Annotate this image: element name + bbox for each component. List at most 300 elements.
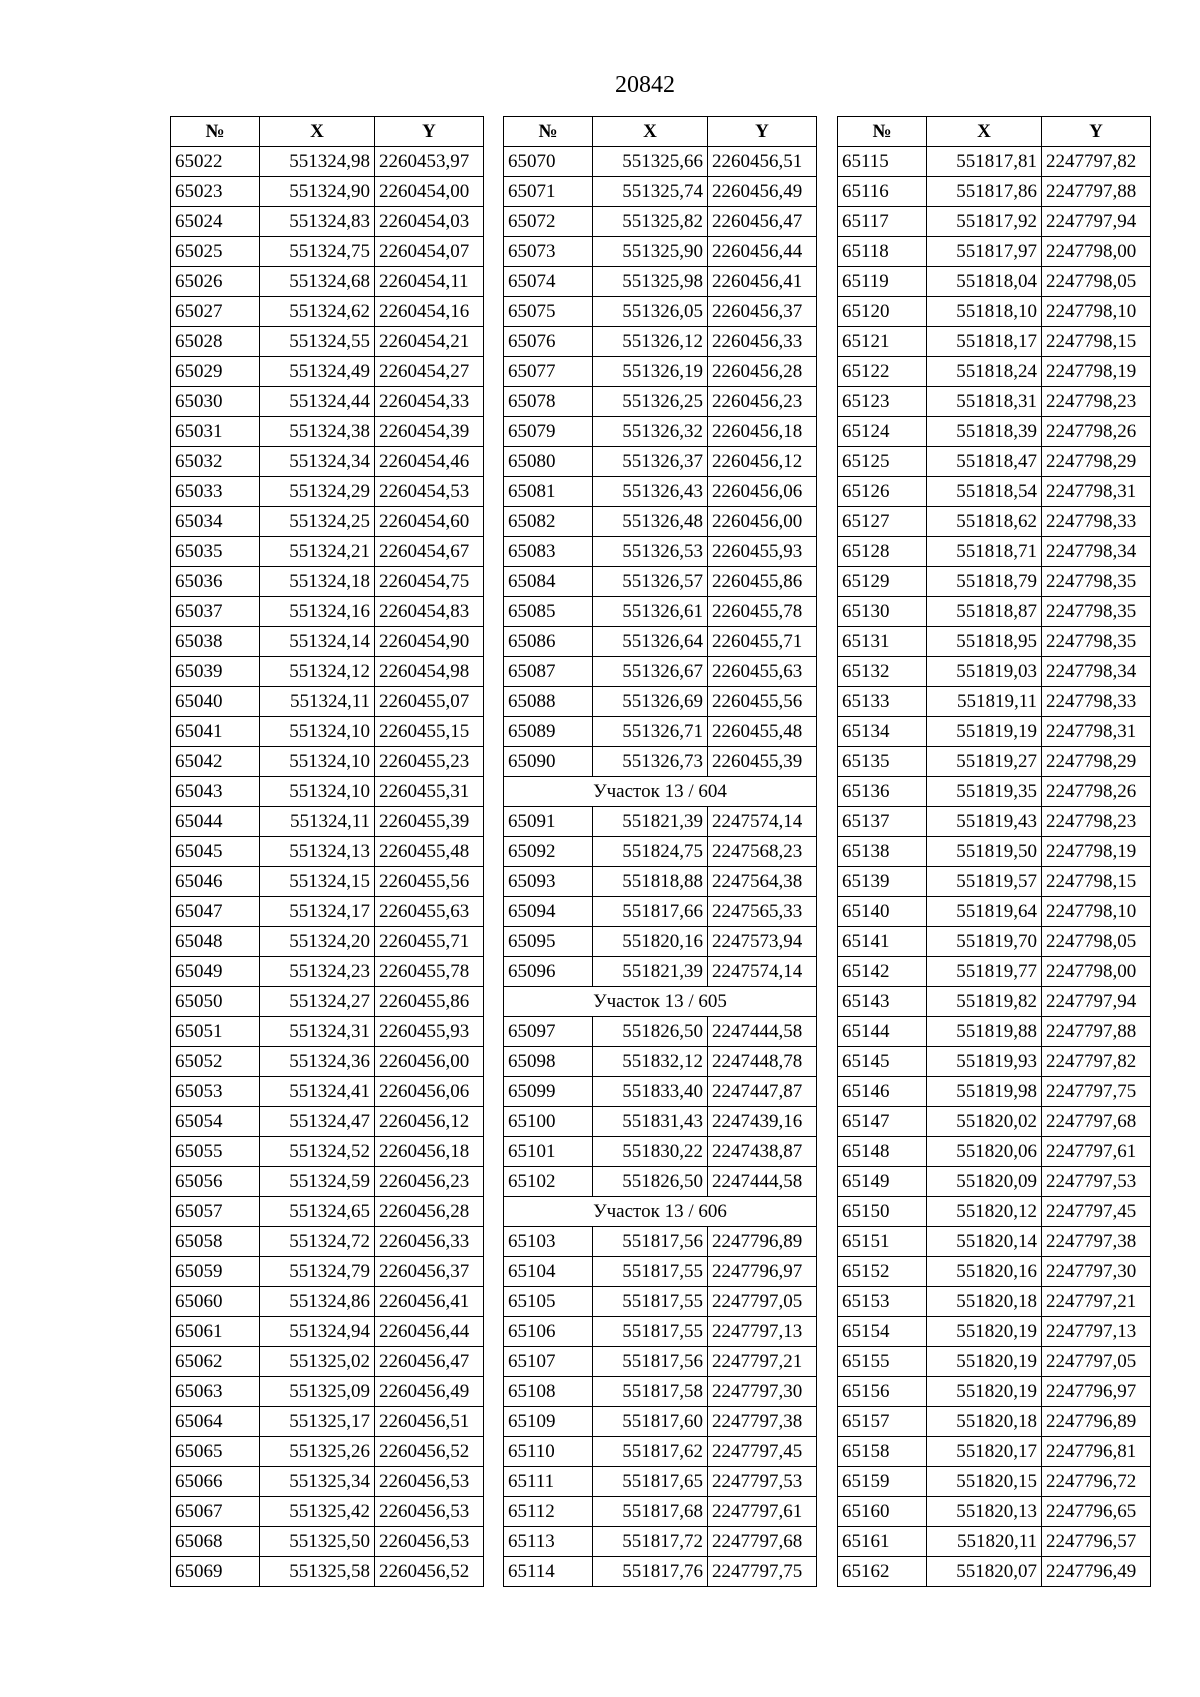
table-row (504, 417, 817, 447)
y-coordinate-cell: 2247797,94 (1042, 987, 1151, 1017)
point-number-cell: 65148 (838, 1137, 927, 1167)
x-coordinate-cell: 551818,47 (927, 447, 1042, 477)
x-coordinate-cell: 551326,73 (593, 747, 708, 777)
point-number-cell: 65096 (504, 957, 593, 987)
y-coordinate-cell: 2260454,53 (375, 477, 484, 507)
header-y: Y (708, 117, 817, 147)
x-coordinate-cell: 551324,11 (260, 687, 375, 717)
table-row (838, 1047, 1151, 1077)
x-coordinate-cell: 551324,23 (260, 957, 375, 987)
point-number-cell: 65123 (838, 387, 927, 417)
point-number-cell: 65030 (171, 387, 260, 417)
table-row (171, 1047, 484, 1077)
table-row (171, 537, 484, 567)
point-number-cell: 65156 (838, 1377, 927, 1407)
x-coordinate-cell: 551820,07 (927, 1557, 1042, 1587)
y-coordinate-cell: 2247797,82 (1042, 147, 1151, 177)
point-number-cell: 65121 (838, 327, 927, 357)
y-coordinate-cell: 2247798,00 (1042, 237, 1151, 267)
y-coordinate-cell: 2260454,98 (375, 657, 484, 687)
point-number-cell: 65153 (838, 1287, 927, 1317)
y-coordinate-cell: 2260454,07 (375, 237, 484, 267)
y-coordinate-cell: 2247798,19 (1042, 357, 1151, 387)
table-row (838, 1227, 1151, 1257)
table-row (504, 1047, 817, 1077)
point-number-cell: 65048 (171, 927, 260, 957)
point-number-cell: 65154 (838, 1317, 927, 1347)
x-coordinate-cell: 551819,82 (927, 987, 1042, 1017)
x-coordinate-cell: 551324,41 (260, 1077, 375, 1107)
x-coordinate-cell: 551818,88 (593, 867, 708, 897)
table-row (838, 1287, 1151, 1317)
y-coordinate-cell: 2247447,87 (708, 1077, 817, 1107)
point-number-cell: 65065 (171, 1437, 260, 1467)
y-coordinate-cell: 2247798,05 (1042, 267, 1151, 297)
point-number-cell: 65159 (838, 1467, 927, 1497)
x-coordinate-cell: 551819,03 (927, 657, 1042, 687)
x-coordinate-cell: 551324,94 (260, 1317, 375, 1347)
x-coordinate-cell: 551326,71 (593, 717, 708, 747)
table-row (504, 147, 817, 177)
point-number-cell: 65064 (171, 1407, 260, 1437)
y-coordinate-cell: 2247798,29 (1042, 447, 1151, 477)
point-number-cell: 65069 (171, 1557, 260, 1587)
x-coordinate-cell: 551817,97 (927, 237, 1042, 267)
point-number-cell: 65145 (838, 1047, 927, 1077)
x-coordinate-cell: 551325,58 (260, 1557, 375, 1587)
point-number-cell: 65108 (504, 1377, 593, 1407)
point-number-cell: 65063 (171, 1377, 260, 1407)
y-coordinate-cell: 2247797,05 (708, 1287, 817, 1317)
table-row (838, 237, 1151, 267)
point-number-cell: 65144 (838, 1017, 927, 1047)
x-coordinate-cell: 551817,68 (593, 1497, 708, 1527)
table-row (838, 957, 1151, 987)
table-row (504, 1287, 817, 1317)
y-coordinate-cell: 2247796,81 (1042, 1437, 1151, 1467)
table-row (504, 807, 817, 837)
x-coordinate-cell: 551325,02 (260, 1347, 375, 1377)
y-coordinate-cell: 2247798,10 (1042, 897, 1151, 927)
y-coordinate-cell: 2247797,21 (1042, 1287, 1151, 1317)
point-number-cell: 65100 (504, 1107, 593, 1137)
y-coordinate-cell: 2260456,00 (708, 507, 817, 537)
table-row (504, 537, 817, 567)
point-number-cell: 65061 (171, 1317, 260, 1347)
table-row (504, 327, 817, 357)
x-coordinate-cell: 551325,74 (593, 177, 708, 207)
point-number-cell: 65062 (171, 1347, 260, 1377)
point-number-cell: 65078 (504, 387, 593, 417)
x-coordinate-cell: 551324,12 (260, 657, 375, 687)
point-number-cell: 65138 (838, 837, 927, 867)
table-row (171, 1287, 484, 1317)
y-coordinate-cell: 2260456,23 (708, 387, 817, 417)
table-row (504, 627, 817, 657)
point-number-cell: 65046 (171, 867, 260, 897)
x-coordinate-cell: 551820,19 (927, 1347, 1042, 1377)
header-num: № (171, 117, 260, 147)
point-number-cell: 65039 (171, 657, 260, 687)
y-coordinate-cell: 2247444,58 (708, 1167, 817, 1197)
point-number-cell: 65115 (838, 147, 927, 177)
x-coordinate-cell: 551820,12 (927, 1197, 1042, 1227)
point-number-cell: 65026 (171, 267, 260, 297)
y-coordinate-cell: 2260455,39 (708, 747, 817, 777)
point-number-cell: 65047 (171, 897, 260, 927)
x-coordinate-cell: 551324,59 (260, 1167, 375, 1197)
y-coordinate-cell: 2260454,46 (375, 447, 484, 477)
point-number-cell: 65055 (171, 1137, 260, 1167)
table-row (171, 987, 484, 1017)
y-coordinate-cell: 2247797,45 (1042, 1197, 1151, 1227)
y-coordinate-cell: 2260456,37 (375, 1257, 484, 1287)
x-coordinate-cell: 551819,27 (927, 747, 1042, 777)
table-row (171, 1197, 484, 1227)
x-coordinate-cell: 551324,36 (260, 1047, 375, 1077)
y-coordinate-cell: 2247798,19 (1042, 837, 1151, 867)
x-coordinate-cell: 551324,13 (260, 837, 375, 867)
y-coordinate-cell: 2260455,31 (375, 777, 484, 807)
x-coordinate-cell: 551817,81 (927, 147, 1042, 177)
point-number-cell: 65130 (838, 597, 927, 627)
table-row (504, 1557, 817, 1587)
table-row (171, 1557, 484, 1587)
y-coordinate-cell: 2247797,45 (708, 1437, 817, 1467)
point-number-cell: 65027 (171, 297, 260, 327)
table-row (504, 477, 817, 507)
point-number-cell: 65101 (504, 1137, 593, 1167)
table-row (838, 1527, 1151, 1557)
x-coordinate-cell: 551818,39 (927, 417, 1042, 447)
x-coordinate-cell: 551325,82 (593, 207, 708, 237)
x-coordinate-cell: 551820,15 (927, 1467, 1042, 1497)
table-row (171, 327, 484, 357)
y-coordinate-cell: 2260455,93 (708, 537, 817, 567)
point-number-cell: 65152 (838, 1257, 927, 1287)
y-coordinate-cell: 2260455,63 (375, 897, 484, 927)
y-coordinate-cell: 2260456,44 (708, 237, 817, 267)
y-coordinate-cell: 2247797,21 (708, 1347, 817, 1377)
x-coordinate-cell: 551818,79 (927, 567, 1042, 597)
point-number-cell: 65072 (504, 207, 593, 237)
table-row (504, 1077, 817, 1107)
x-coordinate-cell: 551830,22 (593, 1137, 708, 1167)
y-coordinate-cell: 2247796,49 (1042, 1557, 1151, 1587)
point-number-cell: 65113 (504, 1527, 593, 1557)
x-coordinate-cell: 551820,18 (927, 1407, 1042, 1437)
point-number-cell: 65049 (171, 957, 260, 987)
point-number-cell: 65092 (504, 837, 593, 867)
y-coordinate-cell: 2260456,37 (708, 297, 817, 327)
y-coordinate-cell: 2260454,00 (375, 177, 484, 207)
table-row (504, 867, 817, 897)
point-number-cell: 65127 (838, 507, 927, 537)
y-coordinate-cell: 2247798,33 (1042, 687, 1151, 717)
x-coordinate-cell: 551817,92 (927, 207, 1042, 237)
y-coordinate-cell: 2260455,63 (708, 657, 817, 687)
x-coordinate-cell: 551324,31 (260, 1017, 375, 1047)
point-number-cell: 65071 (504, 177, 593, 207)
x-coordinate-cell: 551817,55 (593, 1287, 708, 1317)
y-coordinate-cell: 2247797,94 (1042, 207, 1151, 237)
x-coordinate-cell: 551818,04 (927, 267, 1042, 297)
table-row (171, 477, 484, 507)
y-coordinate-cell: 2247796,72 (1042, 1467, 1151, 1497)
y-coordinate-cell: 2260454,33 (375, 387, 484, 417)
table-row (838, 417, 1151, 447)
point-number-cell: 65060 (171, 1287, 260, 1317)
point-number-cell: 65160 (838, 1497, 927, 1527)
point-number-cell: 65120 (838, 297, 927, 327)
point-number-cell: 65109 (504, 1407, 593, 1437)
point-number-cell: 65103 (504, 1227, 593, 1257)
table-row (171, 777, 484, 807)
table-row (504, 837, 817, 867)
y-coordinate-cell: 2247798,29 (1042, 747, 1151, 777)
y-coordinate-cell: 2260455,71 (708, 627, 817, 657)
table-row (838, 477, 1151, 507)
table-row (171, 1227, 484, 1257)
y-coordinate-cell: 2260456,06 (375, 1077, 484, 1107)
y-coordinate-cell: 2247448,78 (708, 1047, 817, 1077)
table-row (838, 1077, 1151, 1107)
section-row (504, 777, 817, 807)
table-row (504, 1257, 817, 1287)
y-coordinate-cell: 2247797,30 (1042, 1257, 1151, 1287)
section-title: Участок 13 / 605 (504, 987, 817, 1017)
y-coordinate-cell: 2260455,86 (708, 567, 817, 597)
y-coordinate-cell: 2260455,86 (375, 987, 484, 1017)
point-number-cell: 65068 (171, 1527, 260, 1557)
y-coordinate-cell: 2247798,26 (1042, 777, 1151, 807)
x-coordinate-cell: 551326,19 (593, 357, 708, 387)
point-number-cell: 65058 (171, 1227, 260, 1257)
point-number-cell: 65143 (838, 987, 927, 1017)
point-number-cell: 65024 (171, 207, 260, 237)
x-coordinate-cell: 551820,19 (927, 1317, 1042, 1347)
point-number-cell: 65050 (171, 987, 260, 1017)
table-row (171, 207, 484, 237)
x-coordinate-cell: 551324,18 (260, 567, 375, 597)
table-row (171, 597, 484, 627)
x-coordinate-cell: 551325,17 (260, 1407, 375, 1437)
point-number-cell: 65028 (171, 327, 260, 357)
table-row (171, 417, 484, 447)
point-number-cell: 65137 (838, 807, 927, 837)
point-number-cell: 65147 (838, 1107, 927, 1137)
point-number-cell: 65111 (504, 1467, 593, 1497)
point-number-cell: 65149 (838, 1167, 927, 1197)
table-row (838, 747, 1151, 777)
table-row (838, 177, 1151, 207)
y-coordinate-cell: 2260456,33 (375, 1227, 484, 1257)
x-coordinate-cell: 551819,93 (927, 1047, 1042, 1077)
x-coordinate-cell: 551325,09 (260, 1377, 375, 1407)
x-coordinate-cell: 551324,55 (260, 327, 375, 357)
y-coordinate-cell: 2247798,34 (1042, 657, 1151, 687)
y-coordinate-cell: 2247574,14 (708, 807, 817, 837)
y-coordinate-cell: 2247796,89 (1042, 1407, 1151, 1437)
table-row (504, 1377, 817, 1407)
table-row (504, 177, 817, 207)
point-number-cell: 65043 (171, 777, 260, 807)
y-coordinate-cell: 2260454,16 (375, 297, 484, 327)
x-coordinate-cell: 551324,16 (260, 597, 375, 627)
x-coordinate-cell: 551326,69 (593, 687, 708, 717)
point-number-cell: 65129 (838, 567, 927, 597)
point-number-cell: 65151 (838, 1227, 927, 1257)
y-coordinate-cell: 2260455,15 (375, 717, 484, 747)
y-coordinate-cell: 2260454,03 (375, 207, 484, 237)
table-row (504, 207, 817, 237)
point-number-cell: 65112 (504, 1497, 593, 1527)
table-row (838, 867, 1151, 897)
x-coordinate-cell: 551820,09 (927, 1167, 1042, 1197)
y-coordinate-cell: 2260455,78 (375, 957, 484, 987)
section-row (504, 987, 817, 1017)
y-coordinate-cell: 2247438,87 (708, 1137, 817, 1167)
point-number-cell: 65038 (171, 627, 260, 657)
header-num: № (838, 117, 927, 147)
table-row (171, 807, 484, 837)
table-row (838, 597, 1151, 627)
x-coordinate-cell: 551833,40 (593, 1077, 708, 1107)
table-row (171, 657, 484, 687)
x-coordinate-cell: 551326,05 (593, 297, 708, 327)
point-number-cell: 65091 (504, 807, 593, 837)
point-number-cell: 65136 (838, 777, 927, 807)
x-coordinate-cell: 551818,31 (927, 387, 1042, 417)
table-row (171, 867, 484, 897)
table-row (171, 1497, 484, 1527)
y-coordinate-cell: 2260454,90 (375, 627, 484, 657)
x-coordinate-cell: 551817,65 (593, 1467, 708, 1497)
point-number-cell: 65107 (504, 1347, 593, 1377)
y-coordinate-cell: 2247565,33 (708, 897, 817, 927)
y-coordinate-cell: 2260456,41 (708, 267, 817, 297)
point-number-cell: 65142 (838, 957, 927, 987)
table-row (504, 687, 817, 717)
table-row (504, 1407, 817, 1437)
table-row (838, 1497, 1151, 1527)
x-coordinate-cell: 551324,86 (260, 1287, 375, 1317)
y-coordinate-cell: 2247797,88 (1042, 1017, 1151, 1047)
table-row (504, 1167, 817, 1197)
y-coordinate-cell: 2247798,23 (1042, 807, 1151, 837)
y-coordinate-cell: 2260454,60 (375, 507, 484, 537)
table-row (171, 1137, 484, 1167)
x-coordinate-cell: 551818,54 (927, 477, 1042, 507)
x-coordinate-cell: 551831,43 (593, 1107, 708, 1137)
x-coordinate-cell: 551819,57 (927, 867, 1042, 897)
y-coordinate-cell: 2260456,00 (375, 1047, 484, 1077)
x-coordinate-cell: 551817,76 (593, 1557, 708, 1587)
y-coordinate-cell: 2260455,48 (708, 717, 817, 747)
y-coordinate-cell: 2247573,94 (708, 927, 817, 957)
point-number-cell: 65023 (171, 177, 260, 207)
table-row (171, 1467, 484, 1497)
y-coordinate-cell: 2247796,97 (708, 1257, 817, 1287)
x-coordinate-cell: 551819,70 (927, 927, 1042, 957)
x-coordinate-cell: 551326,57 (593, 567, 708, 597)
point-number-cell: 65122 (838, 357, 927, 387)
x-coordinate-cell: 551324,38 (260, 417, 375, 447)
y-coordinate-cell: 2247797,05 (1042, 1347, 1151, 1377)
y-coordinate-cell: 2247439,16 (708, 1107, 817, 1137)
x-coordinate-cell: 551817,66 (593, 897, 708, 927)
point-number-cell: 65093 (504, 867, 593, 897)
y-coordinate-cell: 2260456,44 (375, 1317, 484, 1347)
y-coordinate-cell: 2247796,89 (708, 1227, 817, 1257)
y-coordinate-cell: 2247797,53 (708, 1467, 817, 1497)
x-coordinate-cell: 551324,79 (260, 1257, 375, 1287)
x-coordinate-cell: 551821,39 (593, 807, 708, 837)
table-row (838, 567, 1151, 597)
point-number-cell: 65162 (838, 1557, 927, 1587)
point-number-cell: 65105 (504, 1287, 593, 1317)
table-row (838, 807, 1151, 837)
x-coordinate-cell: 551817,86 (927, 177, 1042, 207)
y-coordinate-cell: 2247798,33 (1042, 507, 1151, 537)
point-number-cell: 65140 (838, 897, 927, 927)
table-row (504, 297, 817, 327)
point-number-cell: 65032 (171, 447, 260, 477)
point-number-cell: 65135 (838, 747, 927, 777)
x-coordinate-cell: 551324,17 (260, 897, 375, 927)
table-row (171, 297, 484, 327)
y-coordinate-cell: 2260456,49 (708, 177, 817, 207)
point-number-cell: 65141 (838, 927, 927, 957)
x-coordinate-cell: 551826,50 (593, 1167, 708, 1197)
x-coordinate-cell: 551324,25 (260, 507, 375, 537)
table-row (504, 567, 817, 597)
x-coordinate-cell: 551818,17 (927, 327, 1042, 357)
y-coordinate-cell: 2247796,65 (1042, 1497, 1151, 1527)
y-coordinate-cell: 2260456,51 (708, 147, 817, 177)
table-row (504, 747, 817, 777)
table-row (838, 507, 1151, 537)
point-number-cell: 65106 (504, 1317, 593, 1347)
x-coordinate-cell: 551818,10 (927, 297, 1042, 327)
x-coordinate-cell: 551324,52 (260, 1137, 375, 1167)
y-coordinate-cell: 2260454,67 (375, 537, 484, 567)
table-row (838, 537, 1151, 567)
point-number-cell: 65051 (171, 1017, 260, 1047)
x-coordinate-cell: 551820,06 (927, 1137, 1042, 1167)
y-coordinate-cell: 2247797,53 (1042, 1167, 1151, 1197)
x-coordinate-cell: 551324,47 (260, 1107, 375, 1137)
x-coordinate-cell: 551324,15 (260, 867, 375, 897)
y-coordinate-cell: 2247796,57 (1042, 1527, 1151, 1557)
table-row (171, 237, 484, 267)
x-coordinate-cell: 551324,10 (260, 777, 375, 807)
table-row (838, 1407, 1151, 1437)
y-coordinate-cell: 2260455,56 (708, 687, 817, 717)
point-number-cell: 65041 (171, 717, 260, 747)
y-coordinate-cell: 2247796,97 (1042, 1377, 1151, 1407)
x-coordinate-cell: 551326,32 (593, 417, 708, 447)
x-coordinate-cell: 551325,26 (260, 1437, 375, 1467)
x-coordinate-cell: 551324,72 (260, 1227, 375, 1257)
section-title: Участок 13 / 604 (504, 777, 817, 807)
table-row (504, 597, 817, 627)
table-row (171, 1377, 484, 1407)
x-coordinate-cell: 551326,53 (593, 537, 708, 567)
point-number-cell: 65025 (171, 237, 260, 267)
y-coordinate-cell: 2260456,41 (375, 1287, 484, 1317)
table-row (504, 717, 817, 747)
